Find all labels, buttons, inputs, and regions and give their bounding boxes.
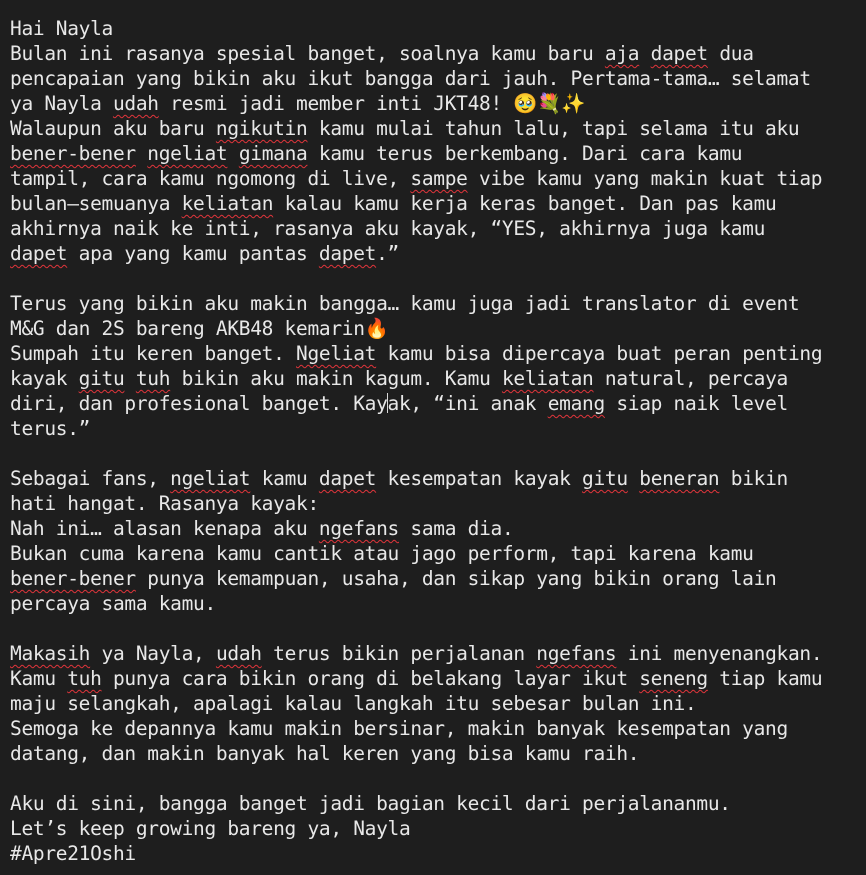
text-line bbox=[10, 116, 866, 141]
misspelled-word: ngefans bbox=[536, 642, 617, 665]
text-run: Kamu bbox=[10, 667, 68, 690]
misspelled-word: bener-bener bbox=[10, 567, 136, 590]
text-line bbox=[10, 816, 866, 841]
text-line bbox=[10, 291, 866, 316]
text-line bbox=[10, 16, 866, 41]
misspelled-word: dapet bbox=[10, 242, 68, 265]
blank-line bbox=[10, 616, 866, 641]
text-run: ya Nayla bbox=[10, 92, 113, 115]
text-line bbox=[10, 516, 866, 541]
misspelled-word: ngefans bbox=[318, 517, 399, 540]
text-line bbox=[10, 391, 866, 416]
misspelled-word: udah bbox=[112, 92, 159, 115]
text-line bbox=[10, 641, 866, 666]
text-run: vibe kamu yang makin kuat tiap bbox=[467, 167, 823, 190]
text-run: bikin bbox=[719, 467, 788, 490]
text-run bbox=[227, 142, 238, 165]
text-run: tiap kamu bbox=[707, 667, 823, 690]
misspelled-word: tuh bbox=[67, 667, 102, 690]
misspelled-word: udah bbox=[215, 642, 262, 665]
text-run: percaya sama kamu. bbox=[10, 592, 216, 615]
misspelled-word: bener-bener bbox=[10, 142, 136, 165]
text-run: Aku di sini, bangga banget jadi bagian kecil dari perjalananmu. bbox=[10, 792, 731, 815]
text-run: ya Nayla, bbox=[90, 642, 216, 665]
text-run: Bukan cuma karena kamu cantik atau jago perform, tapi karena kamu bbox=[10, 542, 754, 565]
text-run: bikin aku makin kagum. Kamu bbox=[170, 367, 502, 390]
text-line bbox=[10, 841, 866, 866]
text-line bbox=[10, 91, 866, 116]
text-line bbox=[10, 216, 866, 241]
text-run: maju selangkah, apalagi kalau langkah itu sebesar bulan ini. bbox=[10, 692, 697, 715]
misspelled-word: beneran bbox=[639, 467, 720, 490]
text-run: ak, “ini anak bbox=[387, 392, 548, 415]
text-run: M&G dan 2S bareng AKB48 kemarin🔥 bbox=[10, 317, 389, 340]
misspelled-word: seneng bbox=[639, 667, 708, 690]
text-run: kamu bisa dipercaya buat peran penting bbox=[376, 342, 823, 365]
text-run: diri, dan profesional banget. Kay bbox=[10, 392, 388, 415]
text-run: resmi jadi member inti JKT48! 🥹💐✨ bbox=[158, 92, 586, 115]
text-run: terus.” bbox=[10, 417, 91, 440]
text-run: siap naik level bbox=[604, 392, 788, 415]
misspelled-word: emang bbox=[547, 392, 605, 415]
text-run bbox=[124, 367, 135, 390]
text-run: ini menyenangkan. bbox=[616, 642, 823, 665]
misspelled-word: keliatan bbox=[501, 367, 594, 390]
misspelled-word: ngeliat bbox=[147, 142, 228, 165]
misspelled-word: dapet bbox=[318, 467, 377, 490]
text-run: Let’s keep growing bareng ya, Nayla bbox=[10, 817, 411, 840]
text-run bbox=[628, 467, 639, 490]
text-run: kamu terus berkembang. Dari cara kamu bbox=[307, 142, 743, 165]
text-run: Hai Nayla bbox=[10, 17, 113, 40]
text-run: bulan—semuanya bbox=[10, 192, 182, 215]
text-run: Terus yang bikin aku makin bangga… kamu juga jadi translator di event bbox=[10, 292, 800, 315]
text-run: hati hangat. Rasanya kayak: bbox=[10, 492, 319, 515]
text-run: #Apre21Oshi bbox=[10, 842, 136, 865]
text-line bbox=[10, 741, 866, 766]
misspelled-word: ngeliat bbox=[170, 467, 251, 490]
text-line bbox=[10, 416, 866, 441]
text-line bbox=[10, 791, 866, 816]
text-line bbox=[10, 716, 866, 741]
text-run: Semoga ke depannya kamu makin bersinar, makin banyak kesempatan yang bbox=[10, 717, 788, 740]
text-line bbox=[10, 691, 866, 716]
text-run: Nah ini… alasan kenapa aku bbox=[10, 517, 319, 540]
misspelled-word: gitu bbox=[78, 367, 125, 390]
misspelled-word: Makasih bbox=[10, 642, 91, 665]
text-line bbox=[10, 566, 866, 591]
misspelled-word: gitu bbox=[582, 467, 628, 490]
text-line bbox=[10, 666, 866, 691]
misspelled-word: dapet bbox=[650, 42, 708, 65]
text-line bbox=[10, 466, 866, 491]
text-run: pencapaian yang bikin aku ikut bangga dari jauh. Pertama-tama… selamat bbox=[10, 67, 811, 90]
text-run bbox=[639, 42, 650, 65]
text-line bbox=[10, 66, 866, 91]
text-run: terus bikin perjalanan bbox=[261, 642, 537, 665]
text-run: punya kemampuan, usaha, dan sikap yang bikin orang lain bbox=[135, 567, 777, 590]
text-run bbox=[136, 142, 147, 165]
blank-line bbox=[10, 441, 866, 466]
text-line bbox=[10, 41, 866, 66]
text-line bbox=[10, 341, 866, 366]
text-line bbox=[10, 166, 866, 191]
text-run: .” bbox=[376, 242, 399, 265]
misspelled-word: gimana bbox=[238, 142, 308, 165]
text-line bbox=[10, 541, 866, 566]
text-run: sama dia. bbox=[398, 517, 514, 540]
text-run: Bulan ini rasanya spesial banget, soalnya kamu baru bbox=[10, 42, 605, 65]
misspelled-word: keliatan bbox=[181, 192, 274, 215]
text-run: Sumpah itu keren banget. bbox=[10, 342, 297, 365]
text-line bbox=[10, 366, 866, 391]
text-run: kamu bbox=[250, 467, 319, 490]
text-line bbox=[10, 591, 866, 616]
blank-line bbox=[10, 766, 866, 791]
text-run: kayak bbox=[10, 367, 79, 390]
text-run: Sebagai fans, bbox=[10, 467, 171, 490]
text-line bbox=[10, 316, 866, 341]
text-run: punya cara bikin orang di belakang layar ikut bbox=[101, 667, 640, 690]
text-run: kamu mulai tahun lalu, tapi selama itu aku bbox=[307, 117, 800, 140]
text-run: natural, percaya bbox=[593, 367, 788, 390]
blank-line bbox=[10, 266, 866, 291]
text-run: dua bbox=[707, 42, 754, 65]
text-run: kesempatan kayak bbox=[376, 467, 583, 490]
misspelled-word: sampe bbox=[410, 167, 468, 190]
text-run: Walaupun aku baru bbox=[10, 117, 216, 140]
text-run: datang, dan makin banyak hal keren yang bisa kamu raih. bbox=[10, 742, 640, 765]
text-line bbox=[10, 141, 866, 166]
message-text-area[interactable] bbox=[10, 16, 866, 866]
text-line bbox=[10, 491, 866, 516]
misspelled-word: tuh bbox=[135, 367, 171, 390]
text-run: tampil, cara kamu ngomong di live, bbox=[10, 167, 411, 190]
text-run: apa yang kamu pantas bbox=[67, 242, 319, 265]
text-run: kalau kamu kerja keras banget. Dan pas kamu bbox=[273, 192, 777, 215]
text-line bbox=[10, 191, 866, 216]
misspelled-word: dapet bbox=[318, 242, 377, 265]
misspelled-word: aja bbox=[604, 42, 640, 65]
misspelled-word: Ngeliat bbox=[296, 342, 377, 365]
text-line bbox=[10, 241, 866, 266]
text-run: akhirnya naik ke inti, rasanya aku kayak, “YES, akhirnya juga kamu bbox=[10, 217, 766, 240]
misspelled-word: ngikutin bbox=[215, 117, 308, 140]
